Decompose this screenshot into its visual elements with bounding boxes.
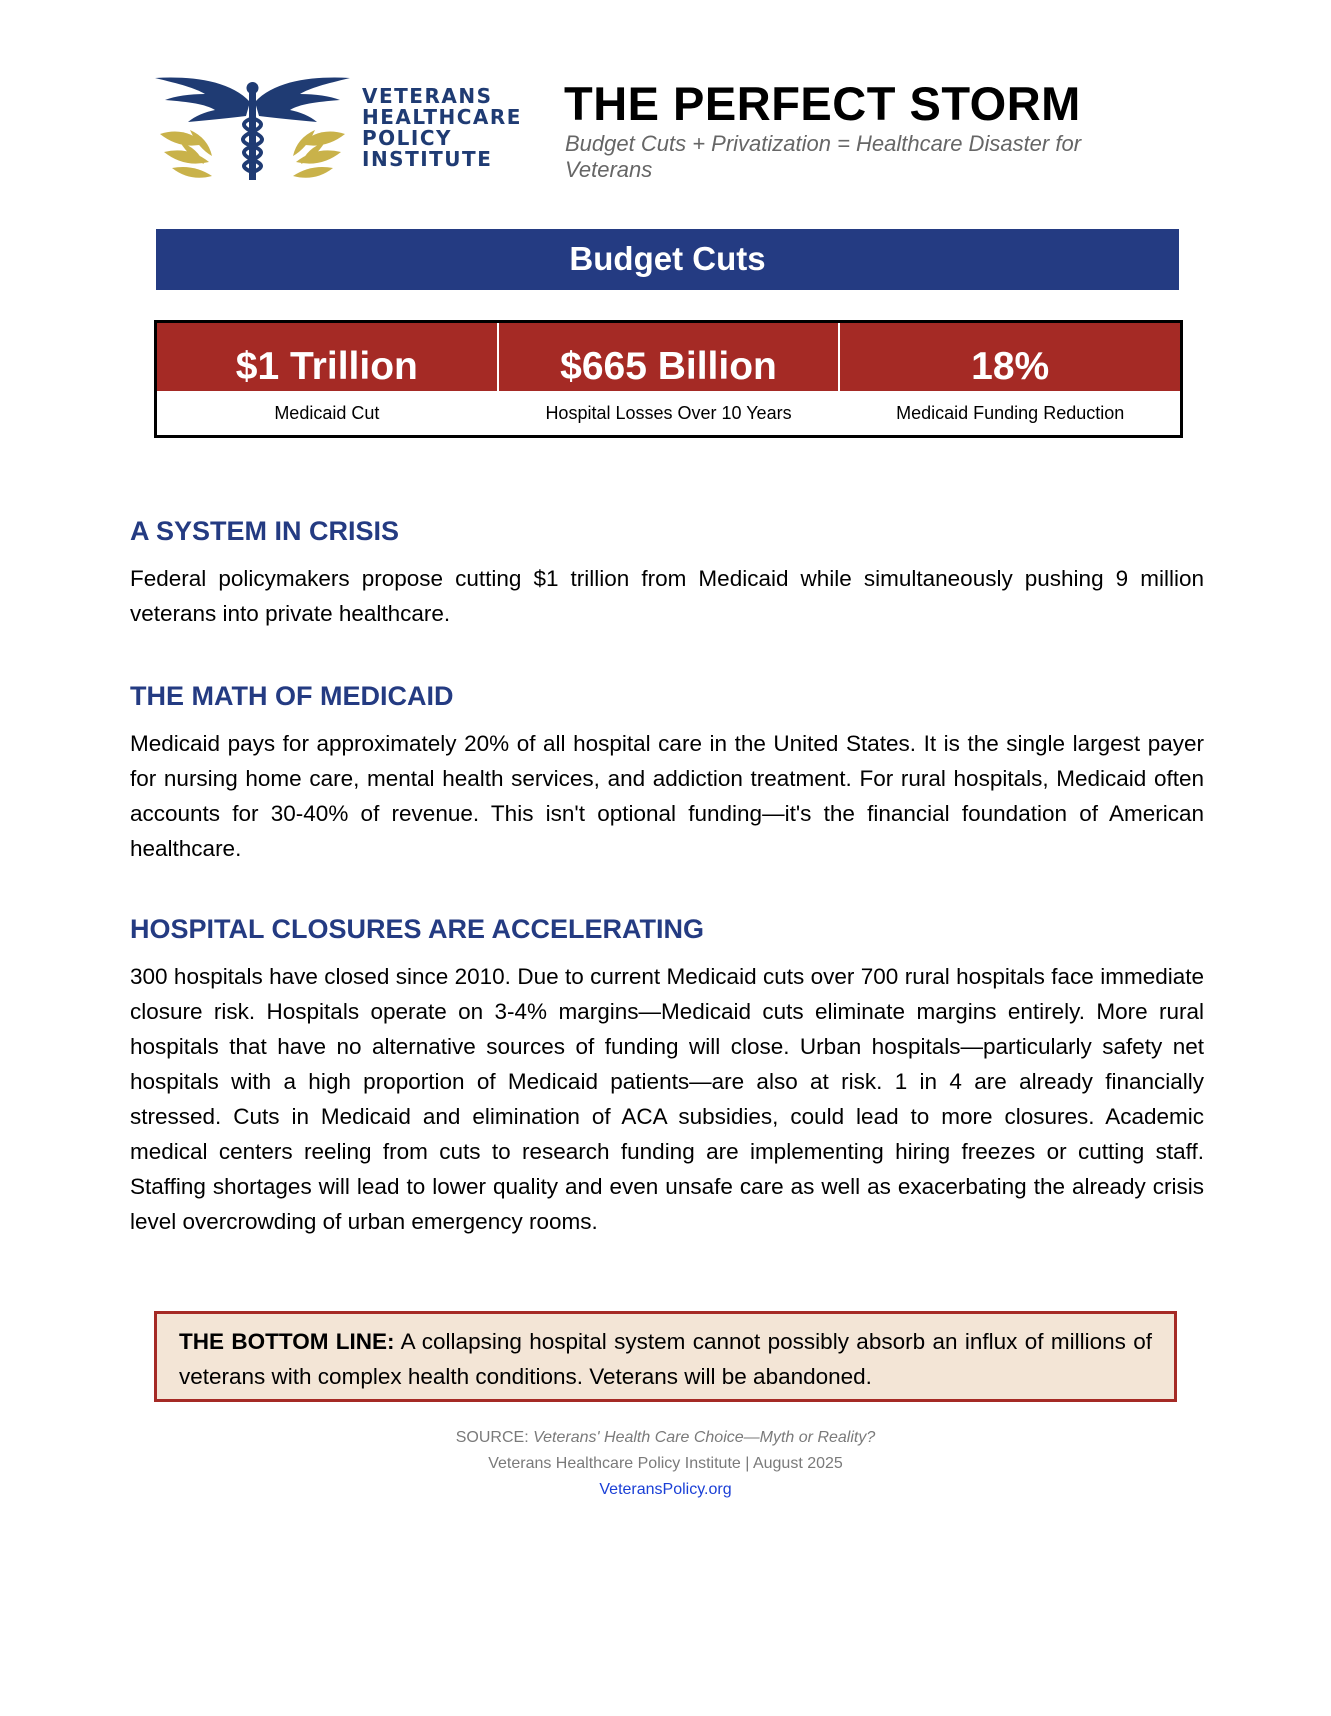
section-heading: THE MATH OF MEDICAID [130, 681, 454, 711]
section-body: Medicaid pays for approximately 20% of all hospital care in the United States. It is the single largest payer for nursing home care, mental health services, and addiction treatment. For rural hospitals, Medicaid often accounts for 30-40% of revenue. This isn't optional funding—it's the financial foundation of American healthcare. [130, 731, 1204, 861]
section-heading: A SYSTEM IN CRISIS [130, 516, 400, 546]
stat-label: Medicaid Cut [157, 391, 497, 435]
org-logo [150, 72, 530, 182]
stat-medicaid-cut [157, 323, 497, 435]
footer-publisher: Veterans Healthcare Policy Institute | August 2025 [488, 1455, 843, 1472]
footer-source-label: SOURCE: [455, 1429, 534, 1446]
section-body: Federal policymakers propose cutting $1 trillion from Medicaid while simultaneously pushing 9 million veterans into private healthcare. [130, 566, 1204, 626]
org-name-line-1: VETERANS [362, 84, 493, 108]
section-hospital-closures [130, 913, 1204, 1239]
org-name-line-2: HEALTHCARE [362, 105, 522, 129]
stat-label: Hospital Losses Over 10 Years [499, 391, 839, 435]
footer-source-title: Veterans' Health Care Choice—Myth or Reality? [533, 1429, 876, 1446]
stat-value: 18% [840, 323, 1180, 391]
bottom-line-callout [154, 1311, 1177, 1402]
stat-funding-reduction [838, 323, 1180, 435]
bottom-line-text: A collapsing hospital system cannot possibly absorb an influx of millions of veterans with complex health conditions. Veterans will be abandoned. [179, 1329, 1152, 1389]
website-link[interactable]: VeteransPolicy.org [599, 1481, 732, 1498]
org-name-line-3: POLICY [362, 126, 453, 150]
page-title: THE PERFECT STORM [564, 77, 1081, 130]
stat-value: $1 Trillion [157, 323, 497, 391]
stats-table [154, 320, 1183, 438]
stat-value: $665 Billion [499, 323, 839, 391]
footer-link-row [0, 1481, 1331, 1499]
org-name-line-4: INSTITUTE [362, 147, 493, 171]
org-name [362, 86, 522, 170]
section-system-in-crisis [130, 515, 1204, 631]
budget-cuts-banner [156, 229, 1179, 290]
caduceus-wings-icon [150, 72, 355, 182]
section-math-of-medicaid [130, 680, 1204, 866]
stat-label: Medicaid Funding Reduction [840, 391, 1180, 435]
stat-hospital-losses [497, 323, 839, 435]
section-heading: HOSPITAL CLOSURES ARE ACCELERATING [130, 914, 705, 944]
budget-cuts-banner-label: Budget Cuts [569, 240, 766, 277]
bottom-line-label: THE BOTTOM LINE: [179, 1329, 395, 1354]
section-body: 300 hospitals have closed since 2010. Due to current Medicaid cuts over 700 rural hospitals face immediate closure risk. Hospitals operate on 3-4% margins—Medicaid cuts eliminate margins entirely. More rural hospitals that have no alternative sources of funding will close. Urban hospitals—particularly safety net hospitals with a high proportion of Medicaid patients—are also at risk. 1 in 4 are already financially stressed. Cuts in Medicaid and elimination of ACA subsidies, could lead to more closures. Academic medical centers reeling from cuts to research funding are implementing hiring freezes or cutting staff. Staffing shortages will lead to lower quality and even unsafe care as well as exacerbating the already crisis level overcrowding of urban emergency rooms. [130, 964, 1204, 1234]
page-subtitle: Budget Cuts + Privatization = Healthcare Disaster for Veterans [565, 131, 1082, 182]
footer-source [0, 1429, 1331, 1447]
